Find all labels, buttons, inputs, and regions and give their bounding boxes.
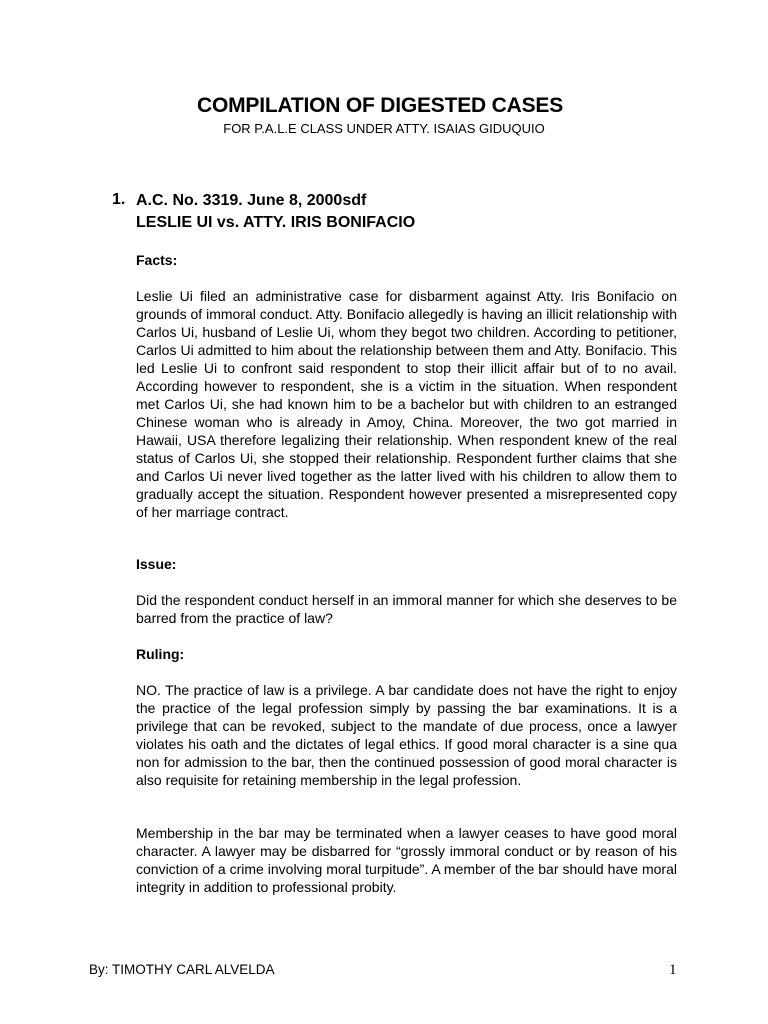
document-subtitle: FOR P.A.L.E CLASS UNDER ATTY. ISAIAS GIDUQUIO [223, 121, 545, 136]
case-citation: A.C. No. 3319. June 8, 2000sdf [136, 192, 367, 209]
facts-paragraph: Leslie Ui filed an administrative case for disbarment against Atty. Iris Bonifacio on grounds of immoral conduct. Atty. Bonifacio allegedly is having an illicit relationship with Carlos Ui, husband of Leslie Ui, whom they begot two children. According to petitioner, Carlos Ui admitted to him about the relationship between them and Atty. Bonifacio. This led Leslie Ui to confront said respondent to stop their illicit affair but of to no avail. According however to respondent, she is a victim in the situation. When respondent met Carlos Ui, she had known him to be a bachelor but with children to an estranged Chinese woman who is already in Amoy, China. Moreover, the two got married in Hawaii, USA therefore legalizing their relationship. When respondent knew of the real status of Carlos Ui, she stopped their relationship. Respondent further claims that she and Carlos Ui never lived together as the latter lived with his children to allow them to gradually accept the situation. Respondent however presented a misrepresented copy of her marriage contract. [136, 288, 677, 520]
facts-heading: Facts: [136, 252, 178, 268]
ruling-paragraph-1: NO. The practice of law is a privilege. A bar candidate does not have the right to enjoy the practice of the legal profession simply by passing the bar examinations. It is a privilege that can be revoked, subject to the mandate of due process, once a lawyer violates his oath and the dictates of legal ethics. If good moral character is a sine qua non for admission to the bar, then the continued possession of good moral character is also requisite for retaining membership in the legal profession. [136, 682, 677, 788]
footer-author: By: TIMOTHY CARL ALVELDA [89, 962, 275, 977]
case-parties: LESLIE UI vs. ATTY. IRIS BONIFACIO [136, 214, 416, 231]
document-title: COMPILATION OF DIGESTED CASES [197, 94, 563, 117]
issue-paragraph: Did the respondent conduct herself in an immoral manner for which she deserves to be barred from the practice of law? [136, 592, 677, 626]
page-number: 1 [669, 962, 677, 978]
ruling-paragraph-2: Membership in the bar may be terminated when a lawyer ceases to have good moral character. A lawyer may be disbarred for “grossly immoral conduct or by reason of his conviction of a crime involving moral turpitude”. A member of the bar should have moral integrity in addition to professional probity. [136, 825, 677, 895]
case-number: 1. [112, 191, 126, 208]
case-header [136, 190, 415, 234]
ruling-heading: Ruling: [136, 646, 185, 662]
issue-heading: Issue: [136, 556, 177, 572]
